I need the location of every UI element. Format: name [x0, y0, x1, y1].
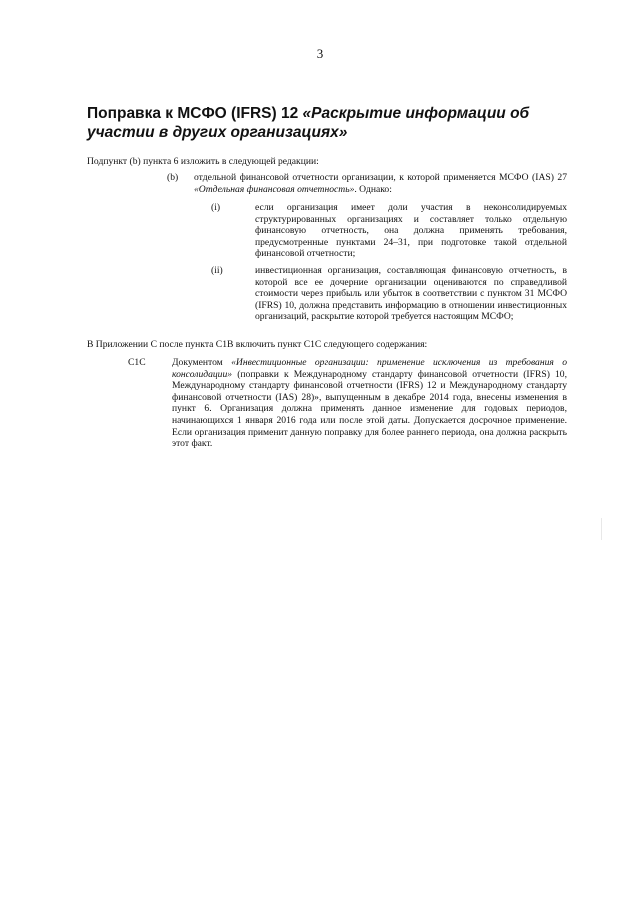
- item-b-text-italic: «Отдельная финансовая отчетность»: [194, 183, 355, 195]
- c1c-text-italic: «Инвестиционные организации: применение исключения из требования о консолидации»: [172, 357, 567, 380]
- page-number: 3: [316, 46, 324, 61]
- sub-item-ii-label: (ii): [211, 265, 223, 276]
- sub-item-i-label: (i): [211, 202, 221, 213]
- c1c-text: [172, 357, 567, 450]
- c1c-text-main: (поправки к Международному стандарту финансовой отчетности (IFRS) 10, Международному стандарту финансовой отчетности (IFRS) 12 и Международному стандарту финансовой отчетности (IAS) 28)», выпущенным в декабре 2014 года, внесены изменения в пункт 6. Организация должна применять данное изменение для годовых периодов, начинающихся 1 января 2016 года или после этой даты. Допускается досрочное применение. Если организация применит данную поправку для более раннего периода, она должна раскрыть этот факт.: [172, 368, 567, 450]
- intro-paragraph: Подпункт (b) пункта 6 изложить в следующей редакции:: [87, 156, 319, 167]
- sub-item-i-text: если организация имеет доли участия в неконсолидируемых структурированных организациях и составляет только отдельную финансовую отчетность, она должна применять требования, предусмотренные пунктами 24–31, при подготовке такой отдельной финансовой отчетности;: [255, 202, 567, 260]
- item-b-text: [194, 172, 567, 195]
- heading-title: «Раскрытие информации об участии в других организациях»: [87, 105, 530, 141]
- item-b-text-end: . Однако:: [354, 183, 392, 195]
- c1c-label: С1С: [128, 357, 146, 368]
- heading-prefix: Поправка к МСФО (IFRS) 12: [87, 105, 303, 122]
- sub-item-ii-text: инвестиционная организация, составляющая финансовую отчетность, в которой все ее дочерние организации оцениваются по справедливой стоимости через прибыль или убыток в соответствии с пунктом 31 МСФО (IFRS) 10, должна представить информацию в отношении инвестиционных организаций, раскрытие которой требуется настоящим МСФО;: [255, 265, 567, 323]
- appendix-intro: В Приложении С после пункта С1В включить пункт С1С следующего содержания:: [87, 339, 428, 350]
- scan-mark: [601, 518, 602, 540]
- item-b-text-main: отдельной финансовой отчетности организации, к которой применяется МСФО (IAS) 27: [194, 172, 567, 183]
- section-heading: [87, 104, 567, 142]
- c1c-text-start: Документом: [172, 357, 232, 368]
- item-b-label: (b): [167, 172, 179, 183]
